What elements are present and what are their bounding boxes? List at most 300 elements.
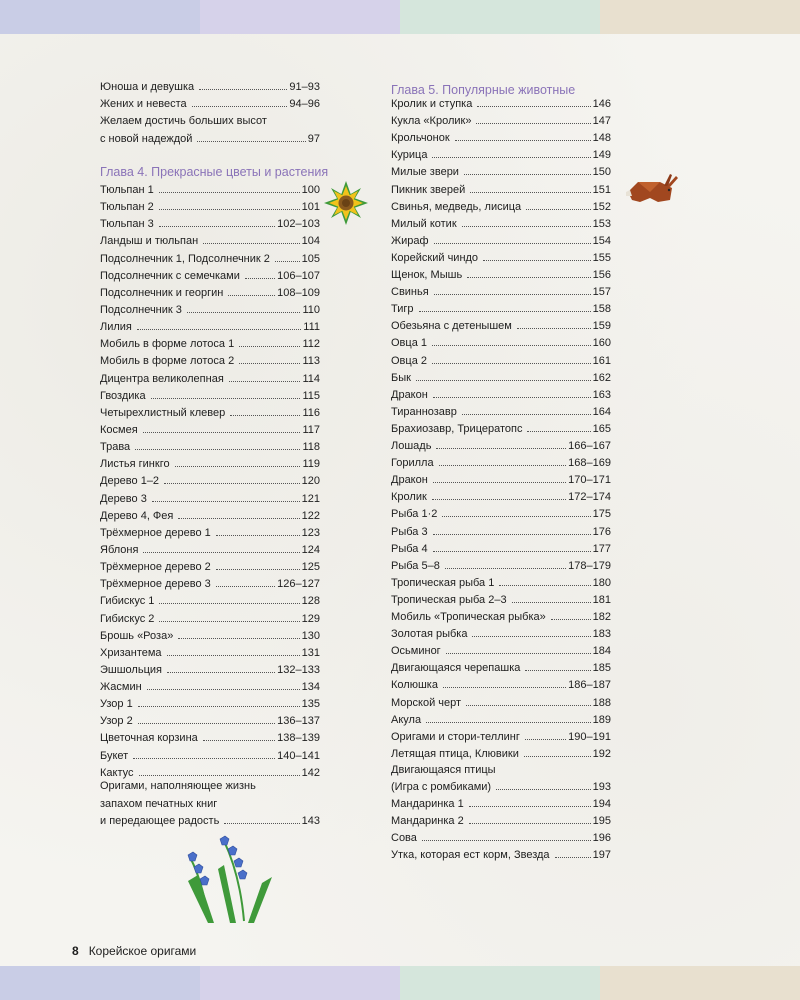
dot-leader [496,780,591,790]
toc-entry-title: Рыба 3 [391,525,428,538]
toc-entry[interactable] [391,575,611,592]
toc-entry-title: Тропическая рыба 2–3 [391,593,507,606]
band-segment [400,0,600,34]
toc-entry[interactable] [391,506,611,523]
toc-entry[interactable] [100,611,320,628]
page-footer [72,944,196,958]
toc-entry-page: 101 [301,201,320,214]
dot-leader [239,337,300,347]
toc-entry[interactable] [391,353,611,370]
dot-leader [167,663,275,673]
dot-leader [524,747,591,757]
toc-entry-page: 194 [592,798,611,811]
dot-leader [464,165,591,175]
toc-entry[interactable] [391,301,611,318]
toc-entry[interactable] [391,796,611,813]
dot-leader [159,612,299,622]
dot-leader [178,509,299,519]
toc-entry-page: 166–167 [568,440,611,452]
toc-entry[interactable] [100,131,320,148]
dot-leader [483,251,591,261]
dot-leader [527,422,590,432]
toc-entry-title: Подсолнечник 1, Подсолнечник 2 [100,252,270,265]
toc-entry-page: 130 [301,629,320,642]
dot-leader [462,405,591,415]
toc-entry[interactable] [100,268,320,285]
toc-entry-title: Гибискус 2 [100,612,155,625]
dot-leader [462,217,591,227]
toc-entry-title: Узор 1 [100,698,133,711]
toc-entry[interactable] [100,593,320,610]
dot-leader [499,576,590,586]
toc-entry[interactable] [100,662,320,679]
band-segment [200,0,400,34]
toc-entry[interactable] [100,96,320,113]
dot-leader [446,644,591,654]
toc-entry-page: 104 [301,235,320,248]
toc-entry-title: Овца 2 [391,354,427,367]
dot-leader [477,97,590,107]
toc-entry[interactable] [391,472,611,489]
toc-entry[interactable] [391,318,611,335]
dot-leader [275,252,300,262]
dot-leader [432,490,566,500]
toc-entry[interactable] [100,542,320,559]
toc-entry-page: 129 [301,612,320,625]
toc-entry-page: 147 [592,115,611,128]
dot-leader [470,183,590,193]
toc-entry[interactable] [100,388,320,405]
toc-entry-title: Кролик [391,491,427,504]
toc-entry-page: 117 [302,423,320,436]
toc-entry-page: 160 [592,337,611,350]
dot-leader [216,560,300,570]
toc-entry-page: 150 [592,166,611,179]
toc-entry-title: Акула [391,713,422,726]
band-segment [0,0,200,34]
toc-entry-title: Рыба 1·2 [391,508,438,521]
dot-leader [422,831,591,841]
toc-entry-page: 100 [301,184,320,196]
toc-entry-page: 105 [301,252,320,265]
toc-entry-title: Брошь «Роза» [100,629,174,642]
dot-leader [159,594,299,604]
toc-entry-title: Овца 1 [391,337,427,350]
toc-entry-title: Кактус [100,766,134,779]
toc-entry-title: Тигр [391,303,414,316]
toc-entry[interactable] [391,370,611,387]
toc-entry[interactable] [100,713,320,730]
dot-leader [139,766,300,776]
dot-leader [175,457,301,467]
toc-entry-title: запахом печатных книг [100,798,218,810]
toc-entry[interactable] [100,371,320,388]
toc-entry[interactable] [100,525,320,542]
toc-entry-title: Милый котик [391,217,457,230]
toc-entry-title: Кролик и ступка [391,98,473,110]
toc-entry-page: 165 [592,422,611,435]
toc-entry-title: Трёхмерное дерево 3 [100,578,211,591]
dot-leader [164,474,300,484]
toc-entry-title: Свинья, медведь, лисица [391,200,522,213]
dot-leader [138,697,300,707]
toc-entry[interactable] [391,660,611,677]
dot-leader [433,388,591,398]
toc-entry-title: Подсолнечник 3 [100,303,182,316]
toc-entry-page: 122 [301,509,320,522]
toc-entry-page: 132–133 [277,663,320,676]
toc-entry-title: Двигающаяся птицы [391,764,496,776]
toc-entry-page: 135 [301,698,320,711]
toc-entry[interactable] [391,677,611,694]
dot-leader [203,731,275,741]
toc-entry-page: 111 [303,321,320,334]
dot-leader [469,814,591,824]
page-number: 8 [72,944,79,958]
band-segment [600,966,800,1000]
toc-entry[interactable] [391,558,611,575]
toc-entry-page: 172–174 [568,491,611,504]
dot-leader [455,131,591,141]
toc-entry[interactable] [100,233,320,250]
toc-entry-title: Колюшка [391,679,438,692]
toc-entry[interactable] [391,643,611,660]
toc-entry[interactable] [100,336,320,353]
toc-entry[interactable] [391,746,611,763]
chapter-heading: Глава 4. Прекрасные цветы и растения [100,165,329,179]
toc-entry[interactable] [100,679,320,696]
dot-leader [426,713,591,723]
toc-entry[interactable] [391,96,611,113]
toc-entry[interactable] [391,387,611,404]
toc-entry-page: 156 [592,269,611,281]
toc-entry-title: Дерево 4, Фея [100,509,174,522]
dot-leader [472,627,590,637]
toc-entry-page: 175 [592,508,611,521]
toc-entry-title: Тропическая рыба 1 [391,576,495,589]
toc-entry[interactable] [100,182,320,199]
toc-entry-title: Четырехлистный клевер [100,406,226,419]
dot-leader [439,456,567,466]
dot-leader [239,354,300,364]
toc-entry-page: 188 [592,696,611,709]
dot-leader [245,269,275,279]
toc-entry-page: 116 [302,406,320,419]
toc-entry-title: Трёхмерное дерево 2 [100,561,211,574]
toc-entry[interactable] [100,473,320,490]
toc-entry[interactable] [391,216,611,233]
toc-entry-page: 177 [592,542,611,555]
toc-entry[interactable] [100,559,320,576]
dot-leader [517,319,591,329]
dot-leader [416,371,591,381]
toc-entry-title: Эшшольция [100,663,162,676]
toc-entry-page: 181 [592,593,611,606]
toc-entry-title: Тюльпан 2 [100,201,154,214]
toc-entry[interactable] [391,250,611,267]
toc-entry[interactable] [391,199,611,216]
toc-entry-title: Дерево 3 [100,492,147,505]
toc-entry-page: 176 [592,525,611,538]
toc-entry[interactable] [100,491,320,508]
toc-entry[interactable] [100,319,320,336]
toc-entry[interactable] [391,164,611,181]
toc-entry[interactable] [391,404,611,421]
dot-leader [512,593,591,603]
toc-entry[interactable] [100,79,320,96]
toc-entry-page: 193 [592,781,611,793]
toc-entry-page: 151 [592,183,611,196]
toc-entry[interactable] [100,439,320,456]
toc-entry[interactable] [391,147,611,164]
dot-leader [143,423,301,433]
dot-leader [133,749,275,759]
toc-entry-page: 121 [301,492,320,505]
toc-entry[interactable] [391,182,611,199]
dot-leader [216,526,300,536]
toc-entry-page: 126–127 [277,578,320,591]
toc-entry-title: Жираф [391,234,429,247]
toc-entry-page: 143 [301,815,320,827]
dot-leader [216,577,275,587]
dot-leader [138,714,275,724]
toc-entry[interactable] [391,421,611,438]
toc-entry-title: Рыба 5–8 [391,559,440,572]
toc-entry-page: 157 [592,286,611,299]
toc-entry[interactable] [100,456,320,473]
toc-entry[interactable] [391,489,611,506]
toc-entry-title: Хризантема [100,646,162,659]
toc-entry[interactable] [391,626,611,643]
dot-leader [228,286,275,296]
toc-entry-page: 184 [592,645,611,658]
toc-entry[interactable] [100,302,320,319]
toc-entry[interactable] [100,353,320,370]
lily-of-the-valley-icon [184,835,276,925]
toc-entry-page: 97 [307,133,320,145]
toc-entry-title: Ландыш и тюльпан [100,235,199,248]
dot-leader [445,559,566,569]
toc-entry-title: Оригами и стори-теллинг [391,730,520,743]
band-segment [400,966,600,1000]
toc-entry-title: Золотая рыбка [391,628,468,641]
toc-entry-page: 154 [592,234,611,247]
toc-entry[interactable] [391,267,611,284]
toc-entry-page: 182 [592,611,611,623]
dot-leader [469,797,591,807]
toc-entry-title: Космея [100,423,138,436]
bottom-color-band [0,966,800,1000]
dot-leader [526,200,590,210]
toc-entry-page: 155 [592,251,611,264]
toc-entry-title: Узор 2 [100,715,133,728]
toc-entry[interactable] [100,251,320,268]
toc-entry-title: Свинья [391,286,429,299]
toc-entry-page: 91–93 [289,81,320,93]
toc-entry-page: 118 [302,441,320,454]
toc-entry-title: Гибискус 1 [100,595,155,608]
dot-leader [135,440,300,450]
toc-entry-page: 146 [592,98,611,110]
dot-leader [143,543,299,553]
toc-entry[interactable] [100,216,320,233]
toc-entry[interactable] [391,592,611,609]
toc-entry-page: 186–187 [568,679,611,692]
toc-entry-page: 168–169 [568,457,611,470]
dot-leader [476,114,590,124]
toc-entry-title: Мандаринка 2 [391,815,464,828]
toc-entry-title: Дерево 1–2 [100,475,160,488]
toc-entry-page: 120 [301,475,320,488]
dot-leader [199,80,287,90]
toc-entry-page: 161 [592,354,611,367]
dot-leader [187,303,301,313]
dot-leader [433,542,591,552]
toc-entry[interactable] [100,628,320,645]
toc-entry[interactable] [391,113,611,130]
dot-leader [436,439,566,449]
dot-leader [432,148,590,158]
toc-entry-title: Двигающаяся черепашка [391,662,521,675]
toc-entry-page: 189 [592,713,611,726]
dot-leader [229,372,301,382]
dot-leader [551,610,591,620]
book-title: Корейское оригами [88,944,197,958]
dot-leader [197,132,305,142]
dot-leader [466,696,591,706]
toc-entry-title: Мобиль в форме лотоса 2 [100,355,235,368]
dot-leader [434,285,591,295]
toc-entry[interactable] [100,422,320,439]
toc-entry-page: 110 [302,303,320,316]
chapter-heading: Глава 5. Популярные животные [391,83,576,97]
toc-entry[interactable] [391,524,611,541]
toc-entry[interactable] [100,748,320,765]
dot-leader [192,97,288,107]
toc-entry-title: Корейский чиндо [391,251,479,264]
toc-entry[interactable] [391,335,611,352]
toc-entry-title: Дицентра великолепная [100,372,224,385]
toc-entry-page: 125 [301,561,320,574]
toc-entry-title: Пикник зверей [391,183,466,196]
dot-leader [152,492,300,502]
top-color-band [0,0,800,34]
toc-entry-title: Летящая птица, Клювики [391,747,519,760]
toc-entry-page: 128 [301,595,320,608]
toc-entry[interactable] [391,830,611,847]
toc-entry-page: 192 [592,747,611,760]
toc-entry-page: 134 [301,681,320,694]
sunflower-icon [322,180,370,226]
toc-entry[interactable] [391,609,611,626]
toc-entry[interactable] [391,541,611,558]
toc-entry-title: Гвоздика [100,389,146,402]
toc-entry-title: Горилла [391,457,434,470]
dot-leader [159,217,275,227]
toc-entry-page: 124 [301,543,320,556]
toc-entry[interactable] [100,645,320,662]
toc-entry[interactable] [391,695,611,712]
dot-leader [555,848,591,858]
toc-entry-page: 119 [302,458,320,471]
dot-leader [434,234,591,244]
toc-entry-page: 196 [592,832,611,845]
toc-entry-page: 94–96 [289,98,320,110]
toc-entry[interactable] [100,730,320,747]
toc-entry-page: 190–191 [568,730,611,743]
toc-entry-title: Жасмин [100,681,142,694]
toc-entry-page: 112 [302,338,320,351]
dot-leader [432,336,591,346]
toc-entry-page: 162 [592,371,611,384]
toc-entry[interactable] [391,847,611,864]
toc-entry[interactable] [100,405,320,422]
dot-leader [443,678,566,688]
toc-entry-page: 131 [301,646,320,659]
toc-entry[interactable] [391,712,611,729]
band-segment [200,966,400,1000]
toc-entry-title: Тираннозавр [391,405,457,418]
toc-entry-page: 195 [592,815,611,828]
toc-entry[interactable] [100,285,320,302]
dot-leader [525,730,566,740]
toc-entry-page: 106–107 [277,269,320,282]
toc-entry[interactable] [391,729,611,746]
toc-entry[interactable] [391,438,611,455]
rabbit-icon [620,172,682,208]
toc-entry-title: Утка, которая ест корм, Звезда [391,849,550,862]
toc-entry-page: 123 [301,526,320,539]
dot-leader [167,646,300,656]
toc-entry-title: Цветочная корзина [100,732,198,745]
toc-entry-page: 158 [592,303,611,316]
toc-entry[interactable] [100,813,320,830]
toc-entry-title: Лошадь [391,440,432,452]
toc-entry-title: Сова [391,832,417,845]
dot-leader [147,680,300,690]
toc-entry[interactable] [391,284,611,301]
toc-entry[interactable] [391,233,611,250]
dot-leader [203,234,299,244]
dot-leader [159,200,300,210]
toc-entry-page: 140–141 [277,749,320,762]
toc-entry-title: Трёхмерное дерево 1 [100,526,211,539]
toc-entry[interactable] [391,455,611,472]
toc-entry-title: Тюльпан 1 [100,184,154,196]
toc-entry[interactable] [100,199,320,216]
toc-entry-title: Юноша и девушка [100,81,195,93]
toc-entry-title: Дракон [391,388,428,401]
toc-entry-page: 153 [592,217,611,230]
toc-entry-title: Мобиль в форме лотоса 1 [100,338,235,351]
toc-entry-title: Подсолнечник и георгин [100,286,224,299]
toc-entry-title: Оригами, наполняющее жизнь [100,780,256,792]
toc-entry[interactable] [391,813,611,830]
toc-entry[interactable] [100,508,320,525]
toc-entry-page: 149 [592,149,611,162]
toc-entry-title: и передающее радость [100,815,220,827]
toc-entry-title: Подсолнечник с семечками [100,269,240,282]
toc-entry-page: 197 [592,849,611,862]
toc-entry[interactable] [391,779,611,796]
toc-entry-title: Милые звери [391,166,459,179]
toc-entry-title: Мандаринка 1 [391,798,464,811]
toc-entry[interactable] [391,130,611,147]
toc-entry[interactable] [100,696,320,713]
toc-entry-page: 102–103 [277,218,320,231]
toc-entry-page: 108–109 [277,286,320,299]
toc-entry[interactable] [100,576,320,593]
